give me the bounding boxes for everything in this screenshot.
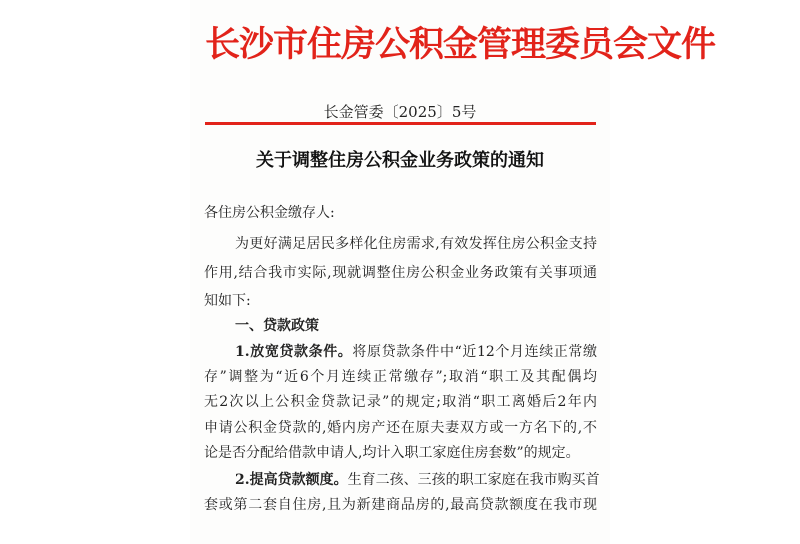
item-2-line: 套或第二套自住房,且为新建商品房的,最高贷款额度在我市现: [204, 497, 597, 513]
item-1-label: 1.放宽贷款条件。: [235, 344, 353, 360]
red-divider: [205, 122, 596, 125]
document-number: 长金管委〔2025〕5号: [323, 103, 477, 121]
item-1-text: 将原贷款条件中“近12个月连续正常缴: [352, 344, 597, 360]
item-1-line: 无2次以上公积金贷款记录”的规定;取消“职工离婚后2年内: [204, 394, 597, 410]
section-heading: 一、贷款政策: [235, 318, 319, 334]
item-1-line: 论是否分配给借款申请人,均计入职工家庭住房套数”的规定。: [204, 445, 580, 461]
intro-line: 作用,结合我市实际,现就调整住房公积金业务政策有关事项通: [204, 265, 597, 281]
item-2-first-line: [204, 471, 600, 489]
item-1-line: 申请公积金贷款的,婚内房产还在原夫妻双方或一方名下的,不: [204, 420, 597, 436]
item-1-first-line: [204, 343, 597, 361]
item-2-label: 2.提高贷款额度。: [235, 472, 348, 488]
salutation: 各住房公积金缴存人:: [204, 205, 335, 221]
issuer-header: 长沙市住房公积金管理委员会文件: [205, 25, 716, 65]
item-2-text: 生育二孩、三孩的职工家庭在我市购买首: [347, 472, 600, 488]
item-1-line: 存”调整为“近6个月连续正常缴存”;取消“职工及其配偶均: [204, 369, 597, 385]
document-title: 关于调整住房公积金业务政策的通知: [256, 150, 544, 171]
intro-line: 知如下:: [204, 293, 251, 309]
intro-line: 为更好满足居民多样化住房需求,有效发挥住房公积金支持: [235, 236, 597, 252]
